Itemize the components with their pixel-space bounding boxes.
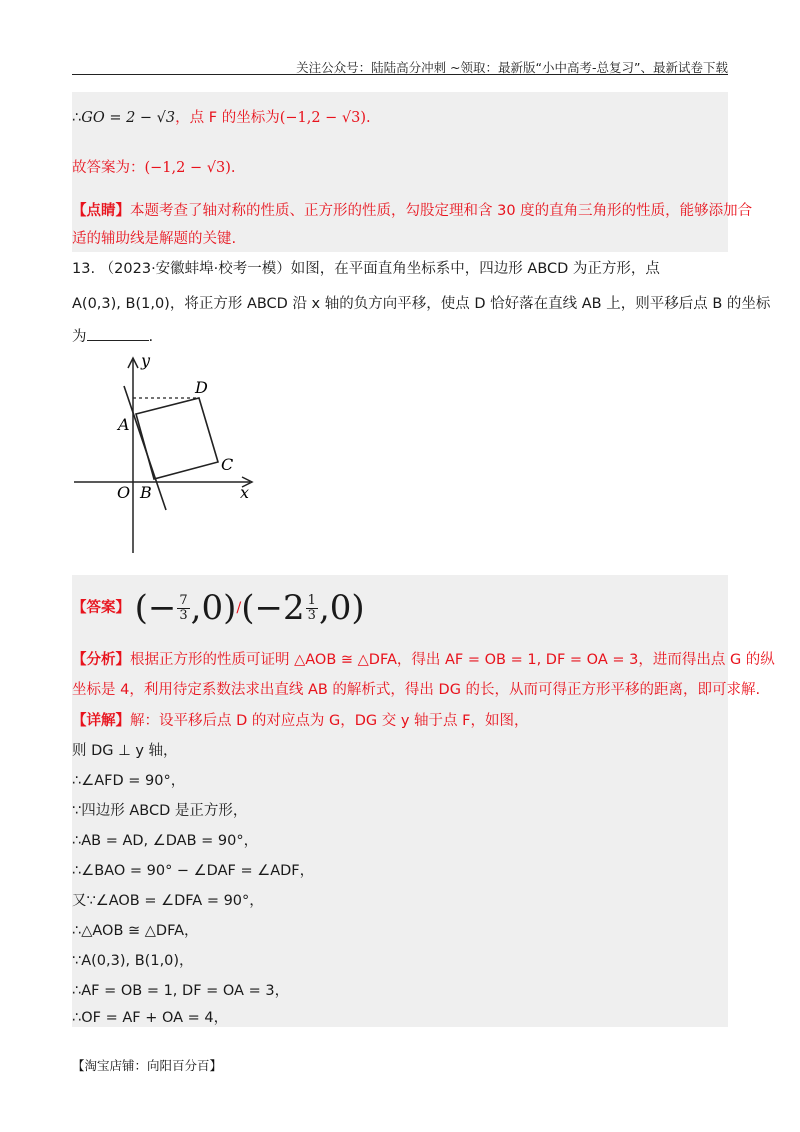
detail-step: ∵A(0,3), B(1,0)， (72, 953, 194, 969)
detail-step: ∴AF = OB = 1, DF = OA = 3， (72, 983, 290, 999)
go-point-text: ，点 F 的坐标为 (175, 110, 280, 126)
detail-step: ∴△AOB ≅ △DFA， (72, 923, 199, 939)
prev-comment-line-2: 适的辅助线是解题的关键. (72, 231, 237, 247)
answer-second: (−2 (241, 588, 305, 628)
detail-step: ∴∠AFD = 90°， (72, 773, 186, 789)
detail-step: 又∵∠AOB = ∠DFA = 90°， (72, 893, 264, 909)
answer-first: (− (134, 588, 177, 628)
label-b: B (140, 483, 152, 502)
go-coordinate: (−1,2 − √3). (279, 110, 371, 126)
answer-separator: / (236, 600, 242, 616)
analysis-line-1: 【分析】根据正方形的性质可证明 △AOB ≅ △DFA，得出 AF = OB = 1, DF = OA = 3，进而得出点 G 的纵 (72, 652, 775, 668)
go-expression: GO = 2 − √3 (81, 110, 176, 126)
detail-step: ∴∠BAO = 90° − ∠DAF = ∠ADF， (72, 863, 315, 879)
label-o: O (117, 483, 131, 502)
fraction-seven-thirds: $\frac{7}{3}$ (179, 592, 188, 623)
prev-answer-value: (−1,2 − √3). (144, 160, 236, 176)
label-y: y (141, 351, 151, 370)
detail-step: ∴OF = AF + OA = 4， (72, 1010, 229, 1026)
prev-comment-line-1: 【点睛】本题考查了轴对称的性质、正方形的性质，勾股定理和含 30 度的直角三角形的性质，能够添加合 (72, 203, 753, 219)
detail-intro: 【详解】解：设平移后点 D 的对应点为 G，DG 交 y 轴于点 F，如图， (72, 713, 529, 729)
page-header: 关注公众号：陆陆高分冲刺 ~领取：最新版“小中高考-总复习”、最新试卷下载 (296, 60, 728, 75)
comment-label: 【点睛】 (72, 203, 130, 219)
answer-label: 【答案】 (72, 600, 130, 616)
detail-step: ∵四边形 ABCD 是正方形， (72, 803, 248, 819)
problem-line-3: 为 . (72, 326, 153, 347)
answer-blank (87, 326, 149, 341)
label-a: A (118, 415, 130, 434)
analysis-label: 【分析】 (72, 652, 130, 668)
detail-step: ∴AB = AD, ∠DAB = 90°， (72, 833, 259, 849)
square-abcd (136, 398, 218, 479)
prev-go-line: ∴GO = 2 − √3，点 F 的坐标为(−1,2 − √3). (72, 110, 371, 126)
analysis-line-2: 坐标是 4，利用待定系数法求出直线 AB 的解析式，得出 DG 的长，从而可得正方形平移的距离，即可求解. (72, 682, 761, 698)
label-x: x (240, 483, 250, 502)
page-footer: 【淘宝店铺：向阳百分百】 (72, 1058, 223, 1073)
header-rule (72, 74, 728, 75)
prev-answer-line: 故答案为：(−1,2 − √3). (72, 160, 236, 176)
problem-line-1: 13. （2023·安徽蚌埠·校考一模）如图，在平面直角坐标系中，四边形 ABCD 为正方形，点 (72, 261, 660, 277)
problem-line-2: A(0,3), B(1,0)，将正方形 ABCD 沿 x 轴的负方向平移，使点 D 恰好落在直线 AB 上，则平移后点 B 的坐标 (72, 296, 771, 312)
label-c: C (221, 455, 234, 474)
label-d: D (195, 378, 208, 397)
coordinate-figure (72, 350, 262, 560)
fraction-one-third: $\frac{1}{3}$ (307, 592, 316, 623)
detail-step: 则 DG ⊥ y 轴， (72, 743, 178, 759)
answer-line: 【答案】 (− $\frac{7}{3}$ ,0)/(−2 $\frac{1}{3}$ ,0) (72, 588, 365, 628)
detail-label: 【详解】 (72, 713, 130, 729)
